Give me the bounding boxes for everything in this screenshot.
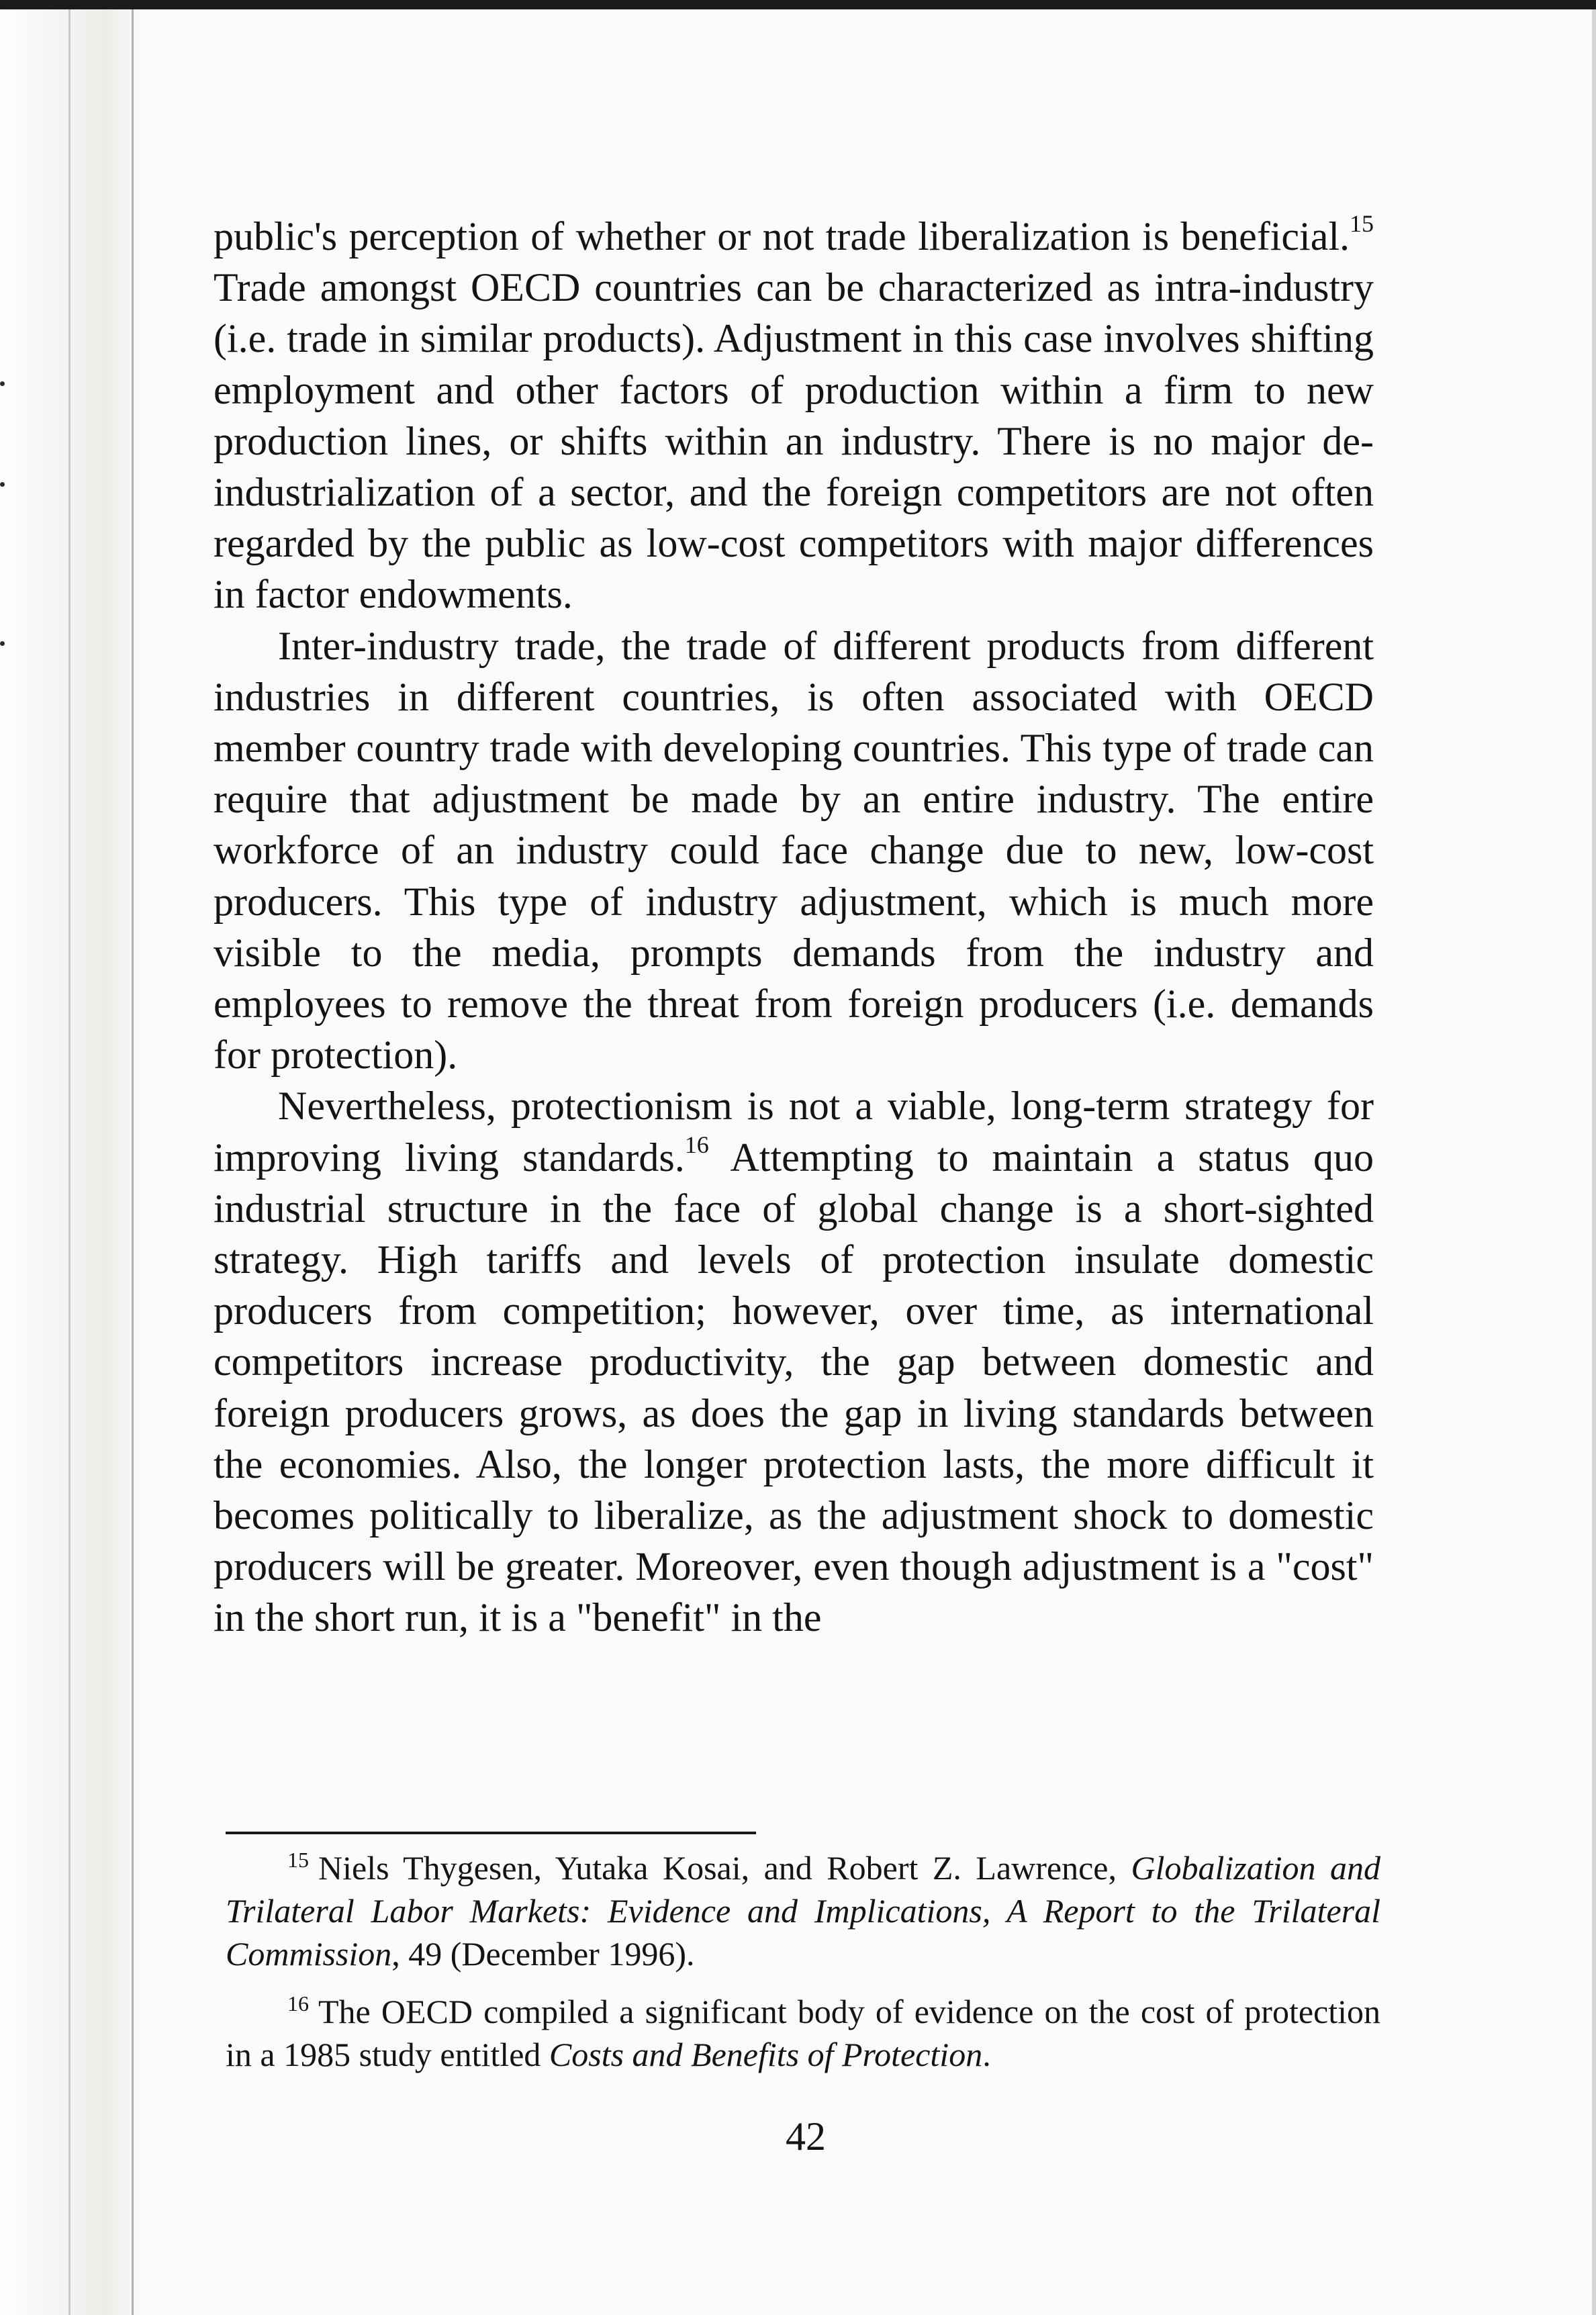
body-text: [214, 211, 1374, 1644]
binding-line: [68, 9, 71, 2315]
footnote-reference: 15: [1350, 210, 1374, 237]
italic-title: Costs and Benefits of Protection: [549, 2036, 983, 2073]
text-run: Attempting to maintain a status quo industrial structure in the face of global change is a short-sighted strategy. High tariffs and levels of protection insulate domestic producers from competition; however, over time, as international competitors increase productivity, the gap between domestic and foreign producers grows, as does the gap in living standards between the economies. Also, the longer protection lasts, the more difficult it becomes politically to liberalize, as the adjustment shock to domestic producers will be greater. Moreover, even though adjustment is a "cost" in the short run, it is a "benefit" in the: [214, 1135, 1374, 1640]
binding-margin: [0, 9, 141, 2315]
footnotes: [226, 1846, 1380, 2091]
margin-mark: [0, 381, 5, 386]
text-run: Nevertheless, protectionism is not a viable, long-term strategy for improving living standards.: [214, 1084, 1374, 1180]
text-run: The OECD compiled a significant body of evidence on the cost of protection in a 1985 study entitled: [226, 1993, 1380, 2073]
footnote-reference: 16: [684, 1131, 709, 1158]
scan-right-edge: [1592, 9, 1596, 2315]
text-run: .: [982, 2036, 991, 2073]
body-paragraph: [214, 1080, 1374, 1643]
text-run: , 49 (December 1996).: [391, 1935, 695, 1973]
margin-mark: [0, 641, 5, 646]
binding-line: [132, 9, 134, 2315]
body-paragraph: [214, 620, 1374, 1081]
footnote-number: 16: [287, 1991, 309, 2016]
text-run: public's perception of whether or not trade liberalization is beneficial.: [214, 214, 1350, 258]
text-run: Niels Thygesen, Yutaka Kosai, and Robert Z. Lawrence,: [318, 1849, 1131, 1887]
page-number: 42: [786, 2114, 826, 2159]
text-run: Trade amongst OECD countries can be characterized as intra-industry (i.e. trade in similar products). Adjustment in this case involves shifting employment and other factors of production within a firm to new production lines, or shifts within an industry. There is no major de-industrialization of a sector, and the foreign competitors are not often regarded by the public as low-cost competitors with major differences in factor endowments.: [214, 265, 1374, 617]
margin-mark: [0, 482, 5, 487]
italic-title: Globalization and Trilateral Labor Markets: Evidence and Implications, A Report to the Trilateral Commission: [226, 1849, 1380, 1973]
text-run: Inter-industry trade, the trade of different products from different industries in different countries, is often associated with OECD member country trade with developing countries. This type of trade can require that adjustment be made by an entire industry. The entire workforce of an industry could face change due to new, low-cost producers. This type of industry adjustment, which is much more visible to the media, prompts demands from the industry and employees to remove the threat from foreign producers (i.e. demands for protection).: [214, 623, 1374, 1078]
footnote-separator: [226, 1832, 756, 1834]
footnote: [226, 1990, 1380, 2076]
body-paragraph: [214, 211, 1374, 620]
scan-top-edge: [0, 0, 1596, 9]
footnote: [226, 1846, 1380, 1975]
footnote-number: 15: [287, 1848, 309, 1873]
